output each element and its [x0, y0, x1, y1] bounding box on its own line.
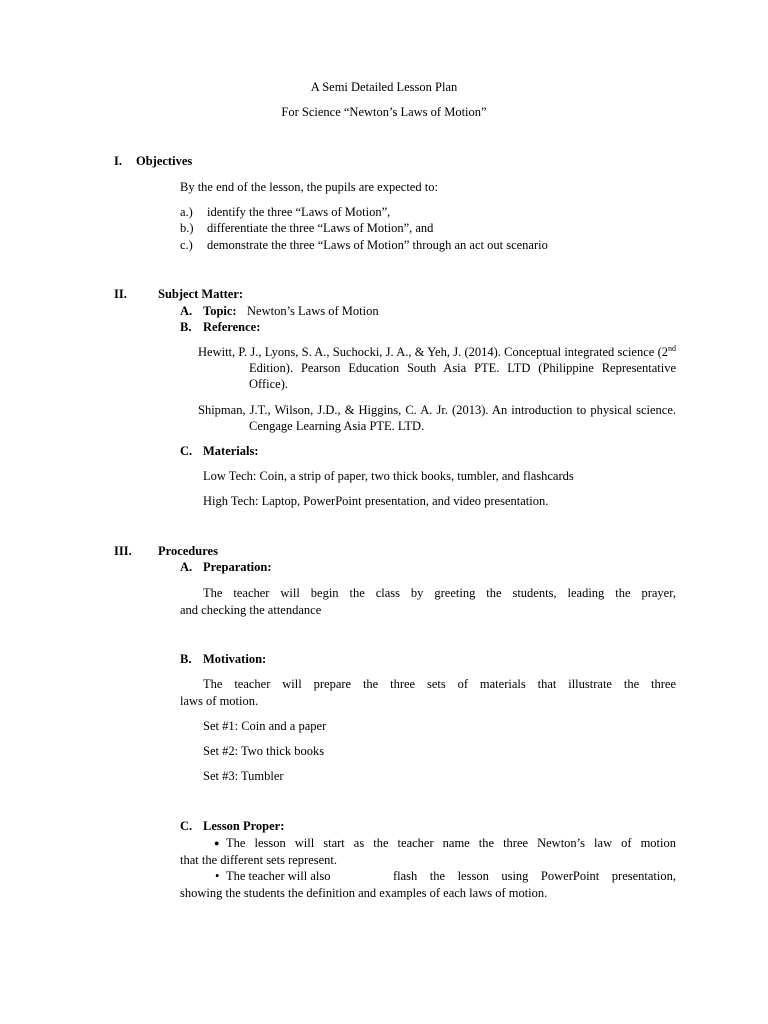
objective-item-a: identify the three “Laws of Motion”, [207, 205, 391, 219]
lesson-bullet-2-part-2: flash the lesson using PowerPoint presentation, [393, 869, 676, 883]
materials-marker: C. [180, 444, 193, 458]
preparation-marker: A. [180, 560, 193, 574]
materials-label: Materials: [203, 444, 259, 458]
lesson-bullet-2-line-2: showing the students the definition and examples of each laws of motion. [180, 886, 548, 900]
reference-entry-2: Shipman, J.T., Wilson, J.D., & Higgins, C. A. Jr. (2013). An introduction to physical science. Cengage Learning Asia PTE. LTD. [198, 403, 676, 433]
title-line-1: A Semi Detailed Lesson Plan [310, 80, 458, 94]
motivation-line-2: laws of motion. [180, 694, 259, 708]
subject-matter-heading: Subject Matter: [158, 287, 244, 301]
lesson-bullet-1-line-1: The lesson will start as the teacher name the three Newton’s law of motion [226, 836, 676, 850]
preparation-line-1: The teacher will begin the class by greeting the students, leading the prayer, [203, 586, 676, 600]
motivation-line-1: The teacher will prepare the three sets of materials that illustrate the three [203, 677, 676, 691]
topic-marker: A. [180, 304, 193, 318]
set-3: Set #3: Tumbler [203, 769, 284, 783]
motivation-label: Motivation: [203, 652, 267, 666]
reference-1-superscript: nd [668, 343, 676, 353]
materials-high-tech: High Tech: Laptop, PowerPoint presentation, and video presentation. [203, 494, 549, 508]
section-numeral-1: I. [114, 154, 122, 168]
motivation-marker: B. [180, 652, 192, 666]
title-line-2: For Science “Newton’s Laws of Motion” [281, 105, 487, 119]
objective-item-b: differentiate the three “Laws of Motion”, and [207, 221, 434, 235]
set-2: Set #2: Two thick books [203, 744, 325, 758]
lesson-proper-marker: C. [180, 819, 193, 833]
preparation-line-2: and checking the attendance [180, 603, 322, 617]
bullet-icon: • [215, 869, 220, 883]
section-numeral-2: II. [114, 287, 127, 301]
bullet-icon: ● [214, 838, 220, 848]
objective-marker-c: c.) [180, 238, 193, 252]
reference-1-text-end: Edition). Pearson Education South Asia PTE. LTD (Philippine Representative Office). [249, 361, 676, 391]
lesson-bullet-2-part-1: The teacher will also [226, 869, 331, 883]
objective-marker-a: a.) [180, 205, 193, 219]
reference-marker: B. [180, 320, 192, 334]
set-1: Set #1: Coin and a paper [203, 719, 327, 733]
materials-low-tech: Low Tech: Coin, a strip of paper, two thick books, tumbler, and flashcards [203, 469, 574, 483]
reference-label: Reference: [203, 320, 261, 334]
reference-entry-1 [198, 344, 676, 392]
procedures-heading: Procedures [158, 544, 218, 558]
objectives-heading: Objectives [136, 154, 193, 168]
reference-1-text: Hewitt, P. J., Lyons, S. A., Suchocki, J. A., & Yeh, J. (2014). Conceptual integrated science (2 [198, 345, 668, 359]
section-numeral-3: III. [114, 544, 132, 558]
topic-label: Topic: [203, 304, 237, 318]
objectives-intro: By the end of the lesson, the pupils are expected to: [180, 180, 438, 194]
objective-item-c: demonstrate the three “Laws of Motion” through an act out scenario [207, 238, 548, 252]
lesson-proper-label: Lesson Proper: [203, 819, 285, 833]
topic-value: Newton’s Laws of Motion [247, 304, 379, 318]
preparation-label: Preparation: [203, 560, 272, 574]
objective-marker-b: b.) [180, 221, 194, 235]
lesson-bullet-1-line-2: that the different sets represent. [180, 853, 338, 867]
